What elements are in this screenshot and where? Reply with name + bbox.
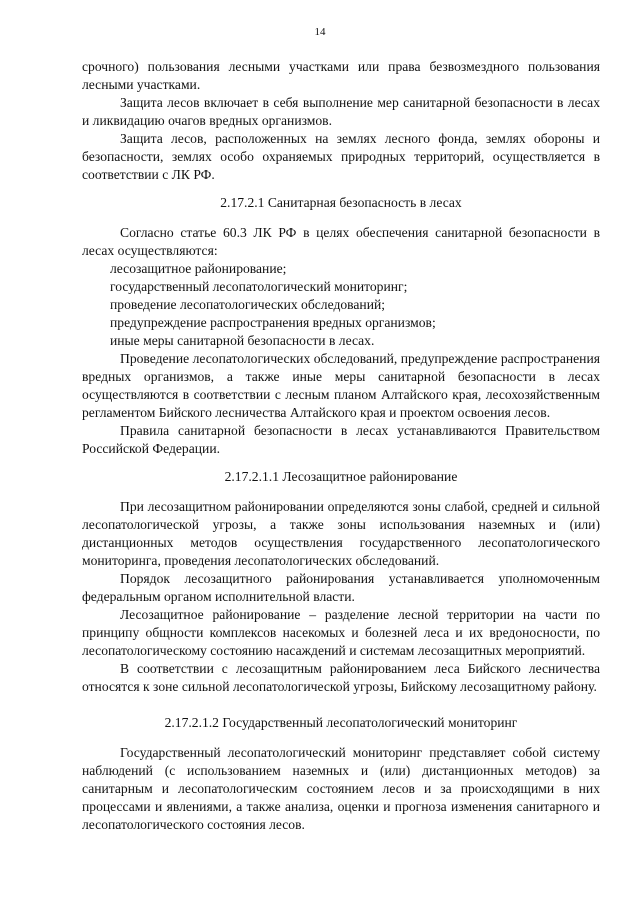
paragraph-biysk: В соответствии с лесозащитным районированием леса Бийского лесничества относятся к зоне сильной лесопатологической угрозы, Бийскому лесозащитному району. — [82, 661, 600, 694]
list-item: государственный лесопатологический мониторинг; — [110, 279, 408, 294]
paragraph-lands: Защита лесов, расположенных на землях лесного фонда, землях обороны и безопасности, землях особо охраняемых природных территорий, осуществляется в соответствии с ЛК РФ. — [82, 131, 600, 182]
paragraph-zoning: При лесозащитном районировании определяются зоны слабой, средней и сильной лесопатологической угрозы, а также зоны использования наземных и (или) дистанционных методов осуществления государственного лесопатологического мониторинга, проведения лесопатологических обследований. — [82, 499, 600, 568]
paragraph-conduct: Проведение лесопатологических обследований, предупреждение распространения вредных организмов, а также иные меры санитарной безопасности в лесах осуществляются в соответствии с лесным планом Алтайского края, лесохозяйственным регламентом Бийского лесничества Алтайского края и проектом освоения лесов. — [82, 351, 600, 420]
heading-monitoring: 2.17.2.1.2 Государственный лесопатологический мониторинг — [164, 715, 518, 730]
page-number: 14 — [314, 26, 326, 38]
paragraph-article: Согласно статье 60.3 ЛК РФ в целях обеспечения санитарной безопасности в лесах осуществляются: — [82, 225, 600, 258]
paragraph-definition: Лесозащитное районирование – разделение лесной территории на части по принципу общности комплексов насекомых и болезней леса и их вредоносности, по лесопатологическому состоянию насаждений и системам лесозащитных мероприятий. — [82, 607, 600, 658]
paragraph-top: срочного) пользования лесными участками или права безвозмездного пользования лесными участками. — [82, 59, 600, 92]
list-item: лесозащитное районирование; — [110, 261, 287, 276]
paragraph-protection: Защита лесов включает в себя выполнение мер санитарной безопасности в лесах и ликвидацию очагов вредных организмов. — [82, 95, 600, 128]
list-item: предупреждение распространения вредных организмов; — [110, 315, 436, 330]
heading-zoning: 2.17.2.1.1 Лесозащитное районирование — [224, 469, 458, 484]
list-item: иные меры санитарной безопасности в лесах. — [110, 333, 375, 348]
paragraph-monitoring: Государственный лесопатологический мониторинг представляет собой систему наблюдений (с использованием наземных и (или) дистанционных методов) за санитарным и лесопатологическим состоянием лесов и за происходящими в них процессами и явлениями, а также анализа, оценки и прогноза изменения санитарного и лесопатологического состояния лесов. — [82, 745, 600, 832]
paragraph-rules: Правила санитарной безопасности в лесах устанавливаются Правительством Российской Федерации. — [82, 423, 600, 456]
list-item: проведение лесопатологических обследований; — [110, 297, 386, 312]
heading-sanitary-safety: 2.17.2.1 Санитарная безопасность в лесах — [220, 195, 462, 210]
paragraph-order: Порядок лесозащитного районирования устанавливается уполномоченным федеральным органом исполнительной власти. — [82, 571, 600, 604]
document-body — [82, 58, 600, 834]
